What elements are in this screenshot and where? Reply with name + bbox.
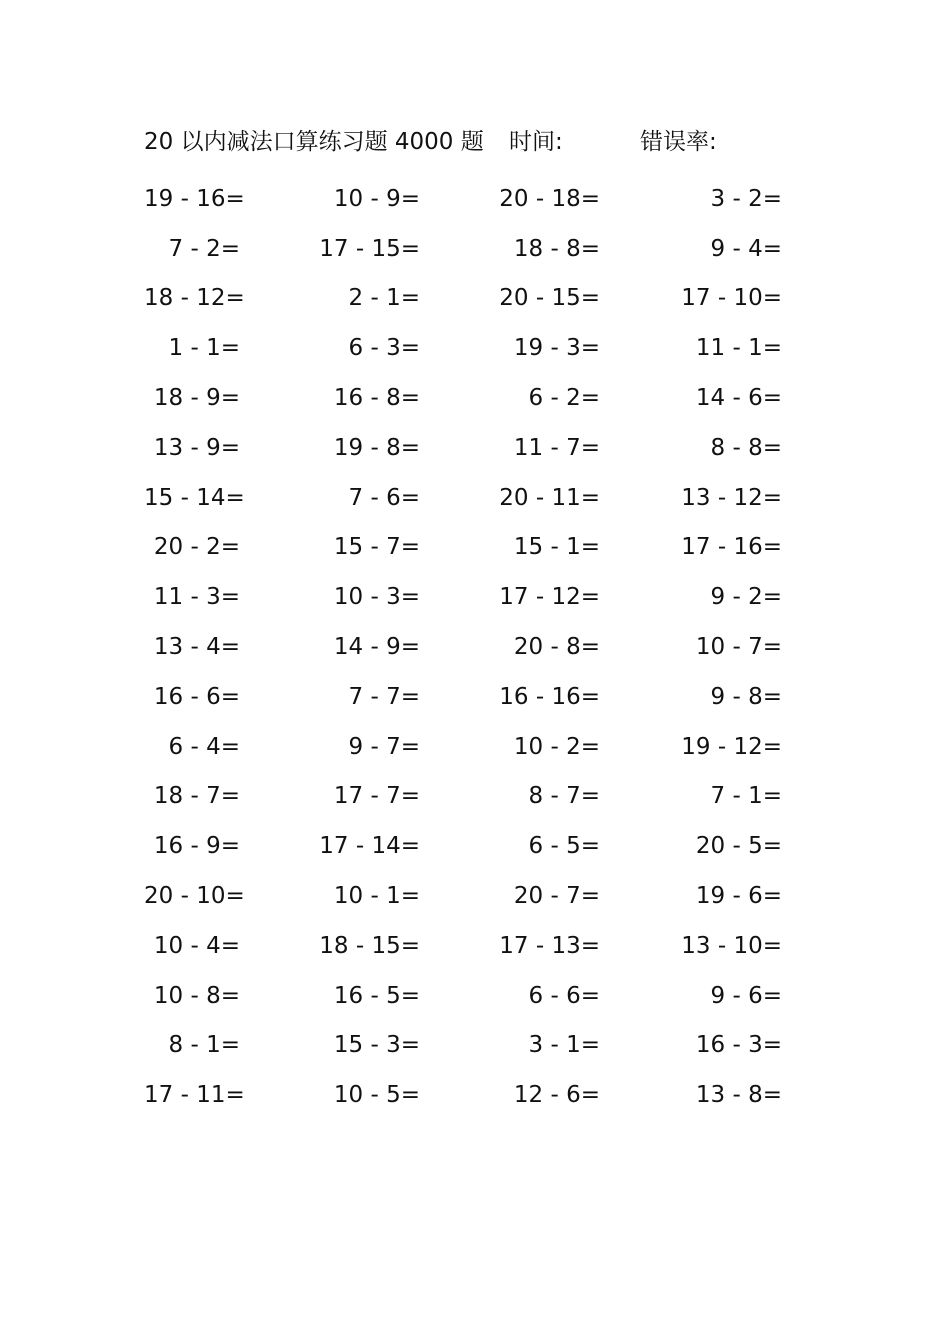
subtraction-problem: 10 - 2=: [513, 733, 600, 760]
problem-row: [144, 722, 804, 772]
worksheet-title: 20 以内减法口算练习题 4000 题: [144, 129, 484, 155]
subtraction-problem: 10 - 3=: [333, 584, 420, 611]
subtraction-problem: 11 - 1=: [695, 335, 782, 362]
subtraction-problem: 16 - 3=: [695, 1032, 782, 1059]
subtraction-problem: 7 - 1=: [710, 783, 782, 810]
subtraction-problem: 20 - 2=: [153, 534, 240, 561]
problem-row: [144, 174, 804, 224]
subtraction-problem: 8 - 7=: [528, 783, 600, 810]
subtraction-problem: 10 - 8=: [153, 982, 240, 1009]
problem-row: [144, 871, 804, 921]
problem-row: [144, 921, 804, 971]
subtraction-problem: 19 - 16=: [144, 185, 245, 212]
problem-row: [144, 274, 804, 324]
subtraction-problem: 20 - 11=: [499, 484, 600, 511]
subtraction-problem: 13 - 8=: [695, 1082, 782, 1109]
subtraction-problem: 7 - 6=: [348, 484, 420, 511]
subtraction-problem: 8 - 1=: [168, 1032, 240, 1059]
problem-row: [144, 821, 804, 871]
subtraction-problem: 1 - 1=: [168, 335, 240, 362]
subtraction-problem: 16 - 8=: [333, 385, 420, 412]
subtraction-problem: 11 - 7=: [513, 434, 600, 461]
subtraction-problem: 17 - 7=: [333, 783, 420, 810]
subtraction-problem: 18 - 7=: [153, 783, 240, 810]
subtraction-problem: 6 - 5=: [528, 833, 600, 860]
subtraction-problem: 10 - 7=: [695, 634, 782, 661]
subtraction-problem: 16 - 16=: [499, 683, 600, 710]
subtraction-problem: 20 - 18=: [499, 185, 600, 212]
problem-row: [144, 1021, 804, 1071]
subtraction-problem: 16 - 9=: [153, 833, 240, 860]
subtraction-problem: 14 - 9=: [333, 634, 420, 661]
problem-row: [144, 473, 804, 523]
subtraction-problem: 18 - 9=: [153, 385, 240, 412]
subtraction-problem: 13 - 10=: [681, 932, 782, 959]
subtraction-problem: 13 - 9=: [153, 434, 240, 461]
subtraction-problem: 7 - 2=: [168, 235, 240, 262]
subtraction-problem: 18 - 15=: [319, 932, 420, 959]
subtraction-problem: 9 - 4=: [710, 235, 782, 262]
subtraction-problem: 17 - 16=: [681, 534, 782, 561]
problem-row: [144, 672, 804, 722]
subtraction-problem: 18 - 8=: [513, 235, 600, 262]
subtraction-problem: 11 - 3=: [153, 584, 240, 611]
subtraction-problem: 10 - 4=: [153, 932, 240, 959]
subtraction-problem: 9 - 8=: [710, 683, 782, 710]
subtraction-problem: 17 - 14=: [319, 833, 420, 860]
subtraction-problem: 15 - 14=: [144, 484, 245, 511]
problem-row: [144, 323, 804, 373]
subtraction-problem: 9 - 2=: [710, 584, 782, 611]
problem-row: [144, 1070, 804, 1120]
subtraction-problem: 15 - 1=: [513, 534, 600, 561]
subtraction-problem: 9 - 6=: [710, 982, 782, 1009]
subtraction-problem: 13 - 4=: [153, 634, 240, 661]
subtraction-problem: 19 - 8=: [333, 434, 420, 461]
subtraction-problem: 17 - 13=: [499, 932, 600, 959]
subtraction-problem: 18 - 12=: [144, 285, 245, 312]
subtraction-problem: 19 - 6=: [695, 883, 782, 910]
time-label: 时间:: [509, 129, 563, 155]
problem-row: [144, 622, 804, 672]
subtraction-problem: 10 - 1=: [333, 883, 420, 910]
subtraction-problem: 10 - 9=: [333, 185, 420, 212]
subtraction-problem: 16 - 5=: [333, 982, 420, 1009]
subtraction-problem: 10 - 5=: [333, 1082, 420, 1109]
subtraction-problem: 15 - 3=: [333, 1032, 420, 1059]
subtraction-problem: 9 - 7=: [348, 733, 420, 760]
subtraction-problem: 20 - 7=: [513, 883, 600, 910]
subtraction-problem: 13 - 12=: [681, 484, 782, 511]
subtraction-problem: 19 - 3=: [513, 335, 600, 362]
subtraction-problem: 16 - 6=: [153, 683, 240, 710]
subtraction-problem: 6 - 3=: [348, 335, 420, 362]
subtraction-problem: 3 - 1=: [528, 1032, 600, 1059]
subtraction-problem: 17 - 11=: [144, 1082, 245, 1109]
problem-row: [144, 572, 804, 622]
problem-row: [144, 373, 804, 423]
subtraction-problem: 2 - 1=: [348, 285, 420, 312]
subtraction-problem: 12 - 6=: [513, 1082, 600, 1109]
error-rate-label: 错误率:: [640, 129, 717, 155]
subtraction-problem: 3 - 2=: [710, 185, 782, 212]
problem-grid: [144, 174, 804, 1120]
problem-row: [144, 224, 804, 274]
subtraction-problem: 20 - 5=: [695, 833, 782, 860]
problem-row: [144, 772, 804, 822]
problem-row: [144, 423, 804, 473]
subtraction-problem: 17 - 10=: [681, 285, 782, 312]
subtraction-problem: 7 - 7=: [348, 683, 420, 710]
subtraction-problem: 20 - 8=: [513, 634, 600, 661]
problem-row: [144, 971, 804, 1021]
subtraction-problem: 20 - 15=: [499, 285, 600, 312]
subtraction-problem: 20 - 10=: [144, 883, 245, 910]
problem-row: [144, 523, 804, 573]
subtraction-problem: 17 - 15=: [319, 235, 420, 262]
subtraction-problem: 6 - 6=: [528, 982, 600, 1009]
subtraction-problem: 19 - 12=: [681, 733, 782, 760]
subtraction-problem: 6 - 2=: [528, 385, 600, 412]
subtraction-problem: 6 - 4=: [168, 733, 240, 760]
subtraction-problem: 14 - 6=: [695, 385, 782, 412]
subtraction-problem: 17 - 12=: [499, 584, 600, 611]
subtraction-problem: 15 - 7=: [333, 534, 420, 561]
subtraction-problem: 8 - 8=: [710, 434, 782, 461]
